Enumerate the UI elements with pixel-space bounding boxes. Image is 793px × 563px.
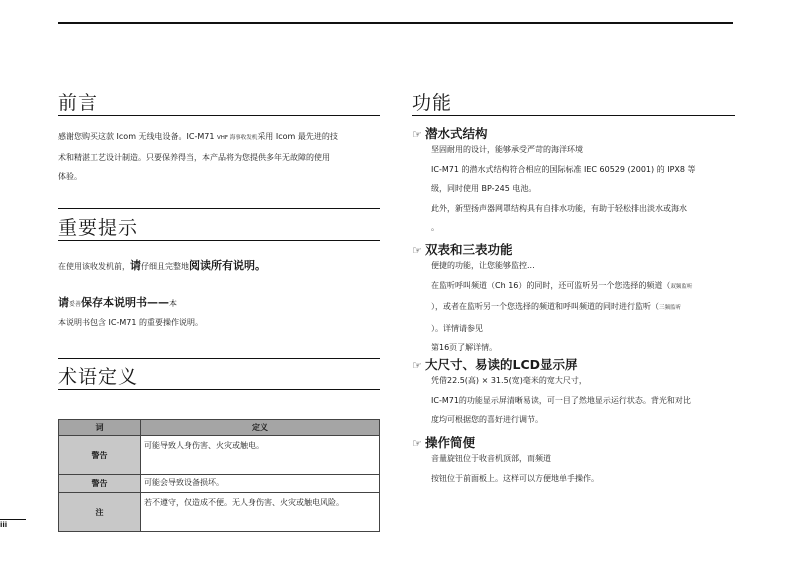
feature-3-body: 凭借22.5(高) × 31.5(宽)毫米的宽大尺寸， IC-M71的功能显示屏清晰易读，可一目了然地显示运行状态。背光和对比 度均可根据您的喜好进行调节。 — [431, 376, 691, 424]
table-row — [59, 436, 380, 475]
term-cell: 警告 — [59, 436, 141, 475]
foreword-body — [58, 127, 380, 186]
important-line-1: 在使用该收发机前，请仔细且完整地阅读所有说明。 — [58, 259, 266, 272]
feature-3-title: ☞ 大尺寸、易读的LCD显示屏 — [412, 357, 578, 372]
hand-pointer-icon: ☞ — [412, 359, 422, 372]
terms-header-row — [59, 420, 380, 436]
feature-2-body: 便捷的功能，让您能够监控... 在监听呼叫频道（Ch 16）的同时，还可监听另一个您选择的频道（双频监听 ），或者在监听另一个您选择的频道和呼叫频道的同时进行监听（三频监听 ）。详情请参见 第16页了解详情。 — [431, 261, 693, 352]
important-title: 重要提示 — [58, 217, 139, 239]
features-title: 功能 — [412, 92, 453, 114]
definition-cell: 若不遵守，仅造成不便。无人身伤害、火灾或触电风险。 — [141, 493, 380, 532]
table-row — [59, 475, 380, 493]
term-cell: 注 — [59, 493, 141, 532]
page-number-rule — [0, 519, 26, 520]
definition-cell: 可能会导致设备损坏。 — [141, 475, 380, 493]
feature-1-body: 坚固耐用的设计，能够承受严苛的海洋环境 IC-M71 的潜水式结构符合相应的国际标准 IEC 60529 (2001) 的 IPX8 等 级，同时使用 BP-245 电池。 此外，新型扬声器网罩结构具有自排水功能，有助于轻松排出淡水或海水 。 — [431, 145, 696, 232]
important-top-rule — [58, 208, 380, 209]
terms-header-term: 词 — [59, 420, 141, 436]
page-number: iii — [0, 521, 8, 529]
hand-pointer-icon: ☞ — [412, 128, 422, 141]
foreword-rule — [58, 115, 380, 116]
top-rule — [58, 22, 733, 24]
term-cell: 警告 — [59, 475, 141, 493]
foreword-title: 前言 — [58, 92, 99, 114]
foreword-line-1: 感谢您购买这款 Icom 无线电设备。IC-M71 VHF 海事收发机采用 Icom 最先进的技 — [58, 132, 338, 141]
keep-manual-heading: 请妥善保存本说明书——本 — [58, 296, 178, 309]
terms-title: 术语定义 — [58, 366, 139, 388]
feature-4-body: 音量旋钮位于收音机顶部，而频道 按钮位于前面板上。这样可以方便地单手操作。 — [431, 454, 599, 483]
feature-1-title: ☞ 潜水式结构 — [412, 126, 488, 141]
terms-header-definition: 定义 — [141, 420, 380, 436]
terms-top-rule — [58, 358, 380, 359]
definition-cell: 可能导致人身伤害、火灾或触电。 — [141, 436, 380, 475]
terms-rule — [58, 389, 380, 390]
feature-4-title: ☞ 操作简便 — [412, 435, 476, 450]
feature-2-title: ☞ 双表和三表功能 — [412, 242, 513, 257]
terms-table — [58, 419, 380, 532]
hand-pointer-icon: ☞ — [412, 244, 422, 257]
foreword-line-3: 体验。 — [58, 172, 82, 181]
foreword-line-2: 术和精湛工艺设计制造。只要保养得当，本产品将为您提供多年无故障的使用 — [58, 153, 330, 162]
important-rule — [58, 240, 380, 241]
features-rule — [412, 115, 735, 116]
table-row — [59, 493, 380, 532]
hand-pointer-icon: ☞ — [412, 437, 422, 450]
important-line-2: 本说明书包含 IC-M71 的重要操作说明。 — [58, 318, 203, 327]
